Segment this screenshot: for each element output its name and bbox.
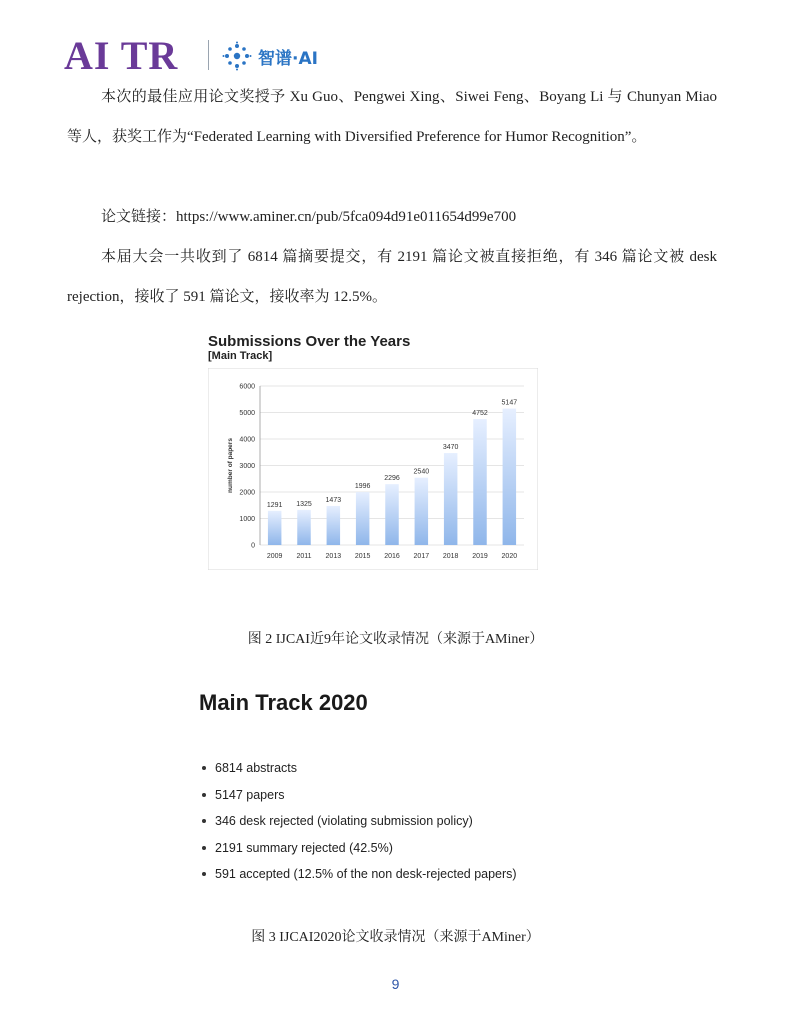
data-label: 3470 (442, 444, 459, 452)
x-tick-label: 2018 (442, 553, 459, 560)
list-item-text: 591 accepted (12.5% of the non desk-rejected papers) (215, 867, 517, 882)
bullet-icon (202, 819, 206, 823)
list-item-text: 5147 papers (215, 787, 285, 802)
x-tick-label: 2019 (472, 553, 488, 560)
x-tick-label: 2009 (266, 553, 283, 560)
data-label: 2540 (413, 468, 430, 476)
y-tick-label: 3000 (239, 463, 255, 470)
y-tick-label: 1000 (239, 516, 255, 523)
y-tick-label: 6000 (239, 383, 255, 391)
bullet-icon (202, 846, 206, 850)
y-tick-label: 5000 (239, 410, 255, 417)
bar-2019 (473, 419, 486, 545)
list-item (199, 755, 517, 782)
zhipu-dots-icon (222, 41, 252, 71)
bar-2017 (415, 478, 428, 545)
data-label: 4752 (472, 410, 488, 418)
bar-2013 (327, 506, 340, 545)
bar-2016 (385, 484, 398, 545)
slide-bullet-list (199, 755, 517, 888)
x-tick-label: 2016 (384, 553, 400, 560)
y-axis-label: number of papers (227, 438, 234, 493)
bar-2009 (268, 511, 281, 545)
x-tick-label: 2011 (296, 553, 312, 560)
chart-title: Submissions Over the Years (208, 333, 411, 350)
list-item (199, 861, 517, 888)
y-tick-label: 2000 (239, 489, 255, 497)
bar-2018 (444, 453, 457, 545)
list-item-text: 2191 summary rejected (42.5%) (215, 840, 393, 855)
list-item-text: 346 desk rejected (violating submission policy) (215, 814, 473, 829)
data-label: 1473 (325, 496, 342, 504)
award-paragraph: 本次的最佳应用论文奖授予 Xu Guo、Pengwei Xing、Siwei Feng、Boyang Li 与 Chunyan Miao 等人，获奖工作为“Federated Learning with Diversified Preference for Humor Recognition”。 (67, 89, 717, 145)
list-item-text: 6814 abstracts (215, 761, 297, 776)
aitr-logo: AI TR (64, 33, 179, 78)
x-tick-label: 2017 (413, 553, 430, 560)
paper-link-paragraph: 论文链接：https://www.aminer.cn/pub/5fca094d91e011654d99e700 (101, 209, 517, 225)
x-tick-label: 2013 (325, 553, 342, 560)
figure2-caption: 图 2 IJCAI近9年论文收录情况（来源于AMiner） (247, 632, 544, 647)
bullet-icon (202, 872, 206, 876)
header-divider (208, 40, 209, 70)
figure3-caption: 图 3 IJCAI2020论文收录情况（来源于AMiner） (251, 930, 540, 945)
page-number: 9 (391, 976, 400, 992)
chart-plot (208, 368, 538, 570)
submissions-chart (208, 333, 538, 570)
chart-subtitle: [Main Track] (208, 350, 273, 362)
y-tick-label: 0 (251, 542, 255, 550)
bar-2015 (356, 492, 369, 545)
data-label: 1291 (266, 501, 283, 509)
bullet-icon (202, 766, 206, 770)
bullet-icon (202, 793, 206, 797)
data-label: 1996 (354, 483, 371, 491)
y-tick-label: 4000 (239, 436, 255, 444)
x-tick-label: 2015 (354, 553, 371, 560)
data-label: 2296 (384, 475, 400, 483)
bar-2011 (297, 510, 310, 545)
list-item (199, 835, 517, 862)
list-item (199, 782, 517, 809)
data-label: 1325 (296, 500, 312, 508)
statistics-paragraph: 本届大会一共收到了 6814 篇摘要提交，有 2191 篇论文被直接拒绝，有 346 篇论文被 desk rejection，接收了 591 篇论文，接收率为 12.5%。 (67, 249, 717, 305)
bar-2020 (503, 409, 516, 545)
slide-title: Main Track 2020 (199, 690, 368, 715)
zhipu-logo (222, 40, 318, 72)
list-item (199, 808, 517, 835)
x-tick-label: 2020 (501, 553, 518, 560)
data-label: 5147 (501, 399, 518, 407)
zhipu-logo-text: 智谱·AI (258, 48, 318, 69)
